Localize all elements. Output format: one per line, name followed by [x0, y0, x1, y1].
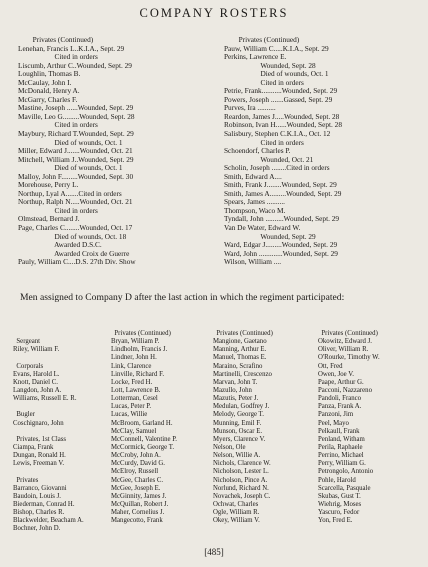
roster-line: McCormick, George T. [111, 443, 175, 451]
page-number: [485] [204, 547, 224, 557]
roster-line: Northup, Lyal A.......Cited in orders [18, 188, 122, 198]
roster-line: Link, Clarence [111, 362, 152, 370]
roster-line: Manning, Arthur E. [213, 346, 267, 354]
roster-line: Linville, Richard F. [111, 370, 165, 378]
roster-line: Privates (Continued) [318, 330, 378, 337]
roster-line: Ochwat, Charles [213, 500, 259, 508]
roster-line: Manuel, Thomas E. [213, 354, 267, 362]
roster-line: Scholin, Joseph ........Cited in orders [224, 163, 330, 173]
roster-line: Robinson, Ivan H......Wounded, Sept. 28 [224, 120, 342, 130]
roster-line: Coschignaro, John [13, 419, 64, 427]
roster-line: Panzoni, Jim [318, 411, 354, 419]
roster-line: Smith, Edward A.... [224, 171, 282, 181]
roster-line: Privates (Continued) [18, 35, 94, 44]
roster-line: Nelson, Willie A. [213, 452, 261, 460]
roster-line: Awarded D.S.C. [18, 240, 102, 250]
roster-line: Nicholson, Lester L. [213, 468, 269, 476]
roster-line: Died of wounds, Oct. 1 [18, 163, 123, 173]
roster-line: Bugler [13, 411, 35, 419]
roster-line: Lucas, Willie [111, 411, 148, 419]
roster-line: Cited in orders [224, 137, 304, 147]
roster-line: Morehouse, Perry L. [18, 180, 79, 190]
roster-line: Lewis, Freeman V. [13, 460, 65, 468]
roster-line: Van De Water, Edward W. [224, 223, 301, 233]
roster-line: Privates (Continued) [224, 35, 300, 44]
assigned-column-1 [13, 330, 84, 534]
roster-line: Corporals [13, 362, 44, 370]
roster-line: McGinnity, James J. [111, 492, 167, 500]
roster-line: Paape, Arthur G. [318, 378, 364, 386]
roster-line: Norlund, Richard N. [213, 484, 269, 492]
roster-line: Purves, Ira .......... [224, 103, 276, 113]
roster-line: Mitchell, William J..Wounded, Sept. 29 [18, 154, 134, 164]
roster-line: Ogle, William R. [213, 509, 260, 517]
roster-right-column [224, 36, 342, 267]
roster-line: Blackwelder, Beacham A. [13, 517, 84, 525]
roster-line: Smith, James A.........Wounded, Sept. 29 [224, 188, 342, 198]
roster-line: Wounded, Oct. 21 [224, 154, 314, 164]
roster-line: Okowitz, Edward J. [318, 338, 372, 346]
roster-line: McGee, Charles C. [111, 476, 164, 484]
roster-line: Powers, Joseph .......Gassed, Sept. 29 [224, 94, 333, 104]
roster-line: Biederman, Conrad H. [13, 500, 75, 508]
roster-line: McElroy, Russell [111, 468, 159, 476]
roster-line: Mangecotto, Frank [111, 517, 163, 525]
roster-line: Cited in orders [18, 52, 98, 62]
roster-line: O'Rourke, Timothy W. [318, 354, 380, 362]
roster-line: Pauly, William C....D.S. 27th Div. Show [18, 257, 136, 267]
roster-line: Peel, Mayo [318, 419, 349, 427]
roster-line: Pacconi, Nazzareno [318, 386, 372, 394]
roster-line [13, 354, 84, 362]
roster-line: Cited in orders [224, 77, 304, 87]
roster-line: Perry, William G. [318, 460, 366, 468]
roster-line: Skubas, Gust T. [318, 492, 361, 500]
roster-line: Penland, Witham [318, 435, 365, 443]
roster-line: Miller, Edward J.......Wounded, Oct. 21 [18, 146, 133, 156]
roster-line [13, 330, 84, 338]
page-title: COMPANY ROSTERS [139, 6, 289, 20]
roster-line: Knott, Daniel C. [13, 378, 58, 386]
assigned-column-2 [111, 330, 177, 525]
roster-line: Lenehan, Francis L..K.I.A., Sept. 29 [18, 43, 125, 53]
roster-line: Northup, Ralph N.....Wounded, Oct. 21 [18, 197, 133, 207]
roster-line: Thompson, Waco M. [224, 205, 286, 215]
roster-line: Panza, Frank A. [318, 403, 362, 411]
roster-line: McCurdy, David G. [111, 460, 165, 468]
roster-line: McBroom, Garland H. [111, 419, 173, 427]
roster-line: Maybury, Richard T.Wounded, Sept. 29 [18, 129, 134, 139]
roster-line: Smith, Frank J........Wounded, Sept. 29 [224, 180, 337, 190]
roster-line: McConnell, Valentine P. [111, 435, 177, 443]
roster-line: Awarded Croix de Guerre [18, 248, 130, 258]
roster-line: Williams, Russell E. R. [13, 395, 77, 403]
roster-line: Martinelli, Crescenzo [213, 370, 272, 378]
roster-line: Lucas, Peter P. [111, 403, 152, 411]
roster-line: Died of wounds, Oct. 1 [18, 137, 123, 147]
roster-line: Wounded, Sept. 28 [224, 60, 316, 70]
roster-line: Nelson, Ole [213, 443, 246, 451]
roster-line: Lott, Lawrence B. [111, 386, 161, 394]
section-heading: Men assigned to Company D after the last action in which the regiment participated: [20, 292, 345, 303]
roster-line: Okey, William V. [213, 517, 260, 525]
roster-line: Langdon, John A. [13, 386, 62, 394]
roster-line: Medulan, Godfrey J. [213, 403, 270, 411]
roster-line: Marvan, John T. [213, 378, 258, 386]
roster-line: Pelkaull, Frank [318, 427, 360, 435]
roster-line: Olmstead, Bernard J. [18, 214, 80, 224]
roster-line: Melody, George T. [213, 411, 264, 419]
roster-line: McClay, Samuel [111, 427, 157, 435]
roster-line: Yascuro, Fedor [318, 509, 360, 517]
roster-line: Ward, John .............Wounded, Sept. 29 [224, 248, 338, 258]
roster-left-column [18, 36, 136, 267]
roster-line: McGee, Joseph E. [111, 484, 161, 492]
roster-line: Munning, Emil F. [213, 419, 262, 427]
roster-line: Mazutis, Peter J. [213, 395, 259, 403]
roster-line: Mazullo, John [213, 386, 252, 394]
roster-line: Novachek, Joseph C. [213, 492, 271, 500]
roster-line: Privates [13, 476, 39, 484]
roster-line: Bryan, William P. [111, 338, 160, 346]
roster-line: Scarcella, Pasquale [318, 484, 371, 492]
roster-line: Nicholson, Pince A. [213, 476, 268, 484]
assigned-column-4 [318, 330, 380, 525]
assigned-column-3 [213, 330, 273, 525]
roster-line: Malloy, John F.........Wounded, Sept. 30 [18, 171, 134, 181]
roster-line: Maville, Leo G.........Wounded, Sept. 28 [18, 111, 135, 121]
roster-line: Wilson, William .... [224, 257, 282, 267]
roster-line: Lindholm, Francis J. [111, 346, 168, 354]
roster-line: Pohle, Harold [318, 476, 356, 484]
roster-line: Nichols, Clarence W. [213, 460, 271, 468]
roster-line: Baudoin, Louis J. [13, 492, 61, 500]
roster-line: Pauw, William C.....K.I.A., Sept. 29 [224, 43, 329, 53]
roster-line [13, 428, 84, 436]
roster-line: McGarry, Charles F. [18, 94, 78, 104]
roster-line: Mangione, Gaetano [213, 338, 267, 346]
roster-line: Owen, Joe V. [318, 370, 354, 378]
roster-line: Spears, James .......... [224, 197, 286, 207]
roster-line: Oliver, William R. [318, 346, 369, 354]
roster-line: Sergeant [13, 338, 41, 346]
roster-line: Bochner, John D. [13, 525, 61, 533]
roster-line: Mastine, Joseph ......Wounded, Sept. 29 [18, 103, 134, 113]
roster-line: Salisbury, Stephen C.K.I.A., Oct. 12 [224, 129, 331, 139]
roster-line: Ward, Edgar J.........Wounded, Sept. 29 [224, 240, 338, 250]
roster-line: Page, Charles C........Wounded, Oct. 17 [18, 223, 133, 233]
roster-line: Riley, William F. [13, 346, 60, 354]
roster-line: Lotterman, Cesel [111, 395, 158, 403]
roster-line: McCroby, John A. [111, 452, 161, 460]
roster-line [13, 403, 84, 411]
roster-line: Myers, Clarence V. [213, 435, 266, 443]
roster-line: Petrie, Frank...........Wounded, Sept. 29 [224, 86, 338, 96]
roster-line: Loughlin, Thomas B. [18, 69, 81, 79]
roster-line: Died of wounds, Oct. 1 [224, 69, 329, 79]
roster-line: Reardon, James J.....Wounded, Sept. 28 [224, 111, 340, 121]
roster-line: Barranco, Giovanni [13, 484, 67, 492]
roster-line: Perkins, Lawrence E. [224, 52, 287, 62]
roster-line: Petrongolo, Antonio [318, 468, 374, 476]
roster-line: Cited in orders [18, 205, 98, 215]
roster-line: Privates (Continued) [111, 330, 171, 337]
roster-line: Pandoli, Franco [318, 395, 362, 403]
roster-line: McDonald, Henry A. [18, 86, 80, 96]
roster-line: Perila, Raphaele [318, 443, 363, 451]
roster-line: Perrino, Michael [318, 452, 364, 460]
roster-line: Evans, Harold L. [13, 370, 60, 378]
roster-line [13, 468, 84, 476]
roster-line: Munson, Oscar E. [213, 427, 263, 435]
roster-line: Ott, Fred [318, 362, 343, 370]
roster-line: Tyndall, John ..........Wounded, Sept. 29 [224, 214, 340, 224]
roster-line: Died of wounds, Oct. 18 [18, 231, 127, 241]
roster-line: Wounded, Sept. 29 [224, 231, 316, 241]
roster-line: Locke, Fred H. [111, 378, 153, 386]
roster-line: McCaulay, John I. [18, 77, 72, 87]
roster-line: Wiehrig, Moses [318, 500, 362, 508]
roster-line: Bishop, Charles R. [13, 509, 65, 517]
roster-line: Liscumb, Arthur C..Wounded, Sept. 29 [18, 60, 132, 70]
roster-line: Privates (Continued) [213, 330, 273, 337]
roster-line: Ciampa, Frank [13, 443, 54, 451]
roster-line: Dungan, Ronald H. [13, 452, 66, 460]
roster-line: Privates, 1st Class [13, 435, 67, 443]
roster-line: McQuillan, Robert J. [111, 500, 169, 508]
roster-line: Maher, Cornelius J. [111, 509, 165, 517]
roster-line: Maraino, Scrafino [213, 362, 263, 370]
roster-line: Lindner, John H. [111, 354, 157, 362]
roster-line: Cited in orders [18, 120, 98, 130]
roster-line: Schoendorf, Charles P. [224, 146, 291, 156]
roster-line: Yon, Fred E. [318, 517, 353, 525]
